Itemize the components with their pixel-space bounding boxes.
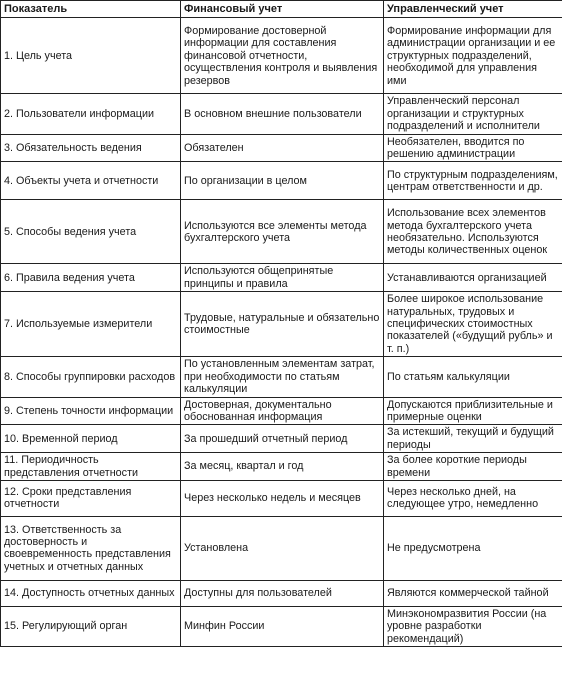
table-row (1, 453, 562, 481)
management-cell: За истекший, текущий и будущий периоды (384, 425, 562, 453)
table-row (1, 606, 562, 646)
financial-cell: Используются общепринятые принципы и правила (181, 264, 384, 292)
table-row (1, 200, 562, 264)
financial-cell: В основном внешние пользователи (181, 94, 384, 134)
table-row (1, 397, 562, 425)
financial-cell: Через несколько недель и месяцев (181, 480, 384, 516)
management-cell: Через несколько дней, на следующее утро, немедленно (384, 480, 562, 516)
financial-cell: За месяц, квартал и год (181, 453, 384, 481)
indicator-cell: 15. Регулирующий орган (1, 606, 181, 646)
management-cell: Являются коммерческой тайной (384, 580, 562, 606)
management-cell: Использование всех элементов метода бухгалтерского учета необязательно. Используются методы количественных оценок (384, 200, 562, 264)
management-cell: Не предусмотрена (384, 516, 562, 580)
indicator-cell: 3. Обязательность ведения (1, 134, 181, 162)
financial-cell: По установленным элементам затрат, при необходимости по статьям калькуляции (181, 357, 384, 397)
indicator-cell: 4. Объекты учета и отчетности (1, 162, 181, 200)
indicator-cell: 2. Пользователи информации (1, 94, 181, 134)
table-row (1, 516, 562, 580)
indicator-cell: 14. Доступность отчетных данных (1, 580, 181, 606)
financial-cell: Доступны для пользователей (181, 580, 384, 606)
table-row (1, 357, 562, 397)
table-header-row (1, 1, 562, 18)
financial-cell: Установлена (181, 516, 384, 580)
column-header-financial: Финансовый учет (181, 1, 384, 18)
table-body (1, 18, 562, 647)
indicator-cell: 8. Способы группировки расходов (1, 357, 181, 397)
management-cell: Допускаются приблизительные и примерные оценки (384, 397, 562, 425)
management-cell: По структурным подразделениям, центрам ответственности и др. (384, 162, 562, 200)
financial-cell: Используются все элементы метода бухгалтерского учета (181, 200, 384, 264)
table-row (1, 94, 562, 134)
financial-cell: Достоверная, документально обоснованная информация (181, 397, 384, 425)
table-row (1, 18, 562, 94)
indicator-cell: 9. Степень точности информации (1, 397, 181, 425)
financial-cell: Минфин России (181, 606, 384, 646)
indicator-cell: 10. Временной период (1, 425, 181, 453)
management-cell: Формирование информации для администрации организации и ее структурных подразделений, необходимой для управления ими (384, 18, 562, 94)
management-cell: Управленческий персонал организации и структурных подразделений и исполнители (384, 94, 562, 134)
indicator-cell: 13. Ответственность за достоверность и своевременность представления учетных и отчетных данных (1, 516, 181, 580)
table-row (1, 580, 562, 606)
management-cell: Минэкономразвития России (на уровне разработки рекомендаций) (384, 606, 562, 646)
financial-cell: Трудовые, натуральные и обязательно стоимостные (181, 292, 384, 357)
table-row (1, 292, 562, 357)
table-row (1, 480, 562, 516)
table-row (1, 425, 562, 453)
financial-cell: По организации в целом (181, 162, 384, 200)
financial-cell: За прошедший отчетный период (181, 425, 384, 453)
management-cell: Необязателен, вводится по решению администрации (384, 134, 562, 162)
indicator-cell: 6. Правила ведения учета (1, 264, 181, 292)
indicator-cell: 1. Цель учета (1, 18, 181, 94)
management-cell: По статьям калькуляции (384, 357, 562, 397)
management-cell: Устанавливаются организацией (384, 264, 562, 292)
indicator-cell: 7. Используемые измерители (1, 292, 181, 357)
management-cell: За более короткие периоды времени (384, 453, 562, 481)
table-row (1, 162, 562, 200)
table-row (1, 264, 562, 292)
financial-cell: Формирование достоверной информации для составления финансовой отчетности, осуществления контроля и выявления резервов (181, 18, 384, 94)
financial-cell: Обязателен (181, 134, 384, 162)
column-header-indicator: Показатель (1, 1, 181, 18)
column-header-management: Управленческий учет (384, 1, 562, 18)
indicator-cell: 5. Способы ведения учета (1, 200, 181, 264)
management-cell: Более широкое использование натуральных, трудовых и специфических стоимостных показателей («будущий рубль» и т. п.) (384, 292, 562, 357)
indicator-cell: 12. Сроки представления отчетности (1, 480, 181, 516)
table-row (1, 134, 562, 162)
indicator-cell: 11. Периодичность представления отчетности (1, 453, 181, 481)
